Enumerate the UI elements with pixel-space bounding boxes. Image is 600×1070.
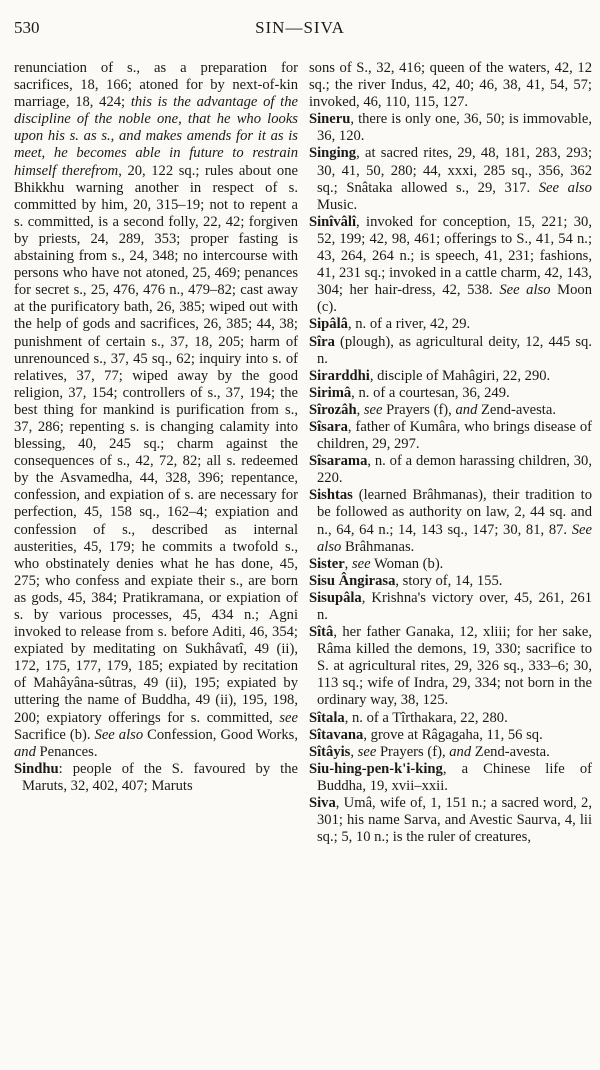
index-entry (309, 111, 592, 145)
entry-headword: Sineru (309, 111, 351, 128)
entry-headword: Sindhu (14, 760, 59, 777)
entry-text: , (344, 555, 352, 572)
entry-text: , disciple of Mahâgiri, 22, 290. (369, 367, 551, 384)
index-entry (309, 727, 592, 744)
entry-text: Prayers (f), (376, 743, 450, 760)
entry-headword: Sirimâ (309, 384, 352, 401)
entry-text: Prayers (f), (382, 401, 456, 418)
entry-headword: Sisu Ângirasa (309, 572, 396, 589)
entry-text: , n. of a river, 42, 29. (347, 316, 471, 333)
index-entry (309, 556, 592, 573)
entry-text: , at sacred rites, 29, 48, 181, 283, 293; 30, 41, 50, 280; 44, xxxi, 285 sq., 356, 362 sq.; Snâtaka allowed s., 29, 317. (317, 145, 592, 196)
italic-text: See also (317, 521, 592, 555)
entry-text: Moon (c). (317, 282, 592, 316)
entry-text: , Krishna's victory over, 45, 261, 261 n. (317, 589, 592, 623)
entry-text: , invoked for conception, 15, 221; 30, 52, 199; 42, 98, 461; offerings to S., 41, 54 n.; 43, 264, 264 n.; is speech, 41, 231; fashions, 41, 231 sq.; invoked in a cattle charm, 42, 143, 304; her hair-dress, 42, 538. (317, 213, 592, 299)
index-entry (309, 368, 592, 385)
entry-text: renunciation of s., as a preparation for sacrifices, 18, 166; atoned for by next-of-kin marriage, 18, 424; (14, 60, 298, 111)
entry-text: , grove at Râgagaha, 11, 56 sq. (363, 726, 543, 743)
entry-text: , father of Kumâra, who brings disease of children, 29, 297. (317, 418, 592, 453)
entry-headword: Sîrozâh (309, 401, 357, 418)
entry-text: , there is only one, 36, 50; is immovable, 36, 120. (317, 111, 592, 145)
entry-text: Sacrifice (b). (14, 726, 95, 743)
entry-text: , n. of a demon harassing children, 30, 220. (317, 453, 592, 487)
entry-text: Zend-avesta. (477, 401, 556, 418)
index-entry (309, 316, 592, 333)
entry-text: Penances. (35, 743, 98, 760)
entry-headword: Sipâlâ (309, 316, 348, 333)
italic-text: and (449, 743, 472, 760)
index-entry (309, 710, 592, 727)
entry-text: , (350, 743, 358, 760)
index-entry (309, 419, 592, 453)
entry-headword: Siva (309, 795, 336, 812)
entry-headword: Sîtâ (309, 624, 334, 641)
italic-text: See also (94, 726, 144, 743)
index-entry-continued (14, 60, 298, 761)
italic-text: see (357, 743, 377, 760)
page-number: 530 (14, 18, 40, 37)
entry-text: (plough), as agricultural deity, 12, 445 sq. n. (317, 333, 592, 367)
entry-headword: Sishtas (309, 487, 353, 504)
entry-text: , n. of a Tîrthakara, 22, 280. (344, 709, 508, 726)
entry-headword: Sîtâyis (309, 743, 351, 760)
entry-headword: Sîra (309, 333, 335, 350)
entry-headword: Sinîvâlî (309, 213, 357, 230)
entry-headword: Sîsara (309, 418, 348, 435)
index-entry (309, 573, 592, 590)
running-head: SIN—SIVA (255, 18, 345, 37)
entry-headword: Sîtavana (309, 726, 364, 743)
entry-text: , a Chinese life of Buddha, 19, xvii–xxii. (317, 760, 592, 794)
entry-headword: Siu-hing-pen-k'i-king (309, 760, 443, 777)
italic-text: see (351, 555, 371, 572)
entry-text: , Umâ, wife of, 1, 151 n.; a sacred word, 2, 301; his name Sarva, and Avestic Saurva, 4, lii sq.; 5, 10 n.; is the ruler of creatures, (317, 795, 592, 846)
index-entry (309, 402, 592, 419)
italic-text: and (455, 401, 478, 418)
index-entry (309, 624, 592, 709)
entry-text: (learned Brâhmanas), their tradition to be followed as authority on law, 2, 44 sq. and n., 64, 64 n.; 14, 143 sq., 147; 30, 81, 87. (317, 487, 592, 538)
entry-headword: Singing (309, 145, 357, 162)
italic-text: See also (538, 179, 592, 196)
entry-headword: Sisupâla (309, 589, 362, 606)
entry-text: , 20, 122 sq.; rules about one Bhikkhu warning another in respect of s. committed by him, 20, 315–19; not to repent a s. committed, is a second folly, 22, 42; forgiven by priests, 24, 289, 353; proper fasting is abstaining from s., 24, 348; no intercourse with persons who have not atoned, 25, 469; penances for secret s., 25, 476, 476 n., 479–82; cast away at the purificatory bath, 26, 385; wiped out with the help of gods and sacrifices, 26, 385; 44, 38; punishment of certain s., 37, 18, 205; harm of unrenounced s., 37, 45 sq., 62; inquiry into s. of relatives, 37, 77; wiped away by the good religion, 37, 154; controllers of s., 37, 194; the best thing for mankind is purification from s., 37, 286; repenting s. is changing calamity into blessing, 40, 245 sq.; charm against the consequences of s., 42, 72, 82; all s. redeemed by the Asvamedha, 44, 328, 396; repentance, confession, and expiation of s. are necessary for perfection, 45, 158 sq., 162–4; expiation and confession of s., described as internal austerities, 45, 179; he commits a twofold s., who obstinately denies what he has done, 45, 275; who confess and expiate their s., are born as gods, 45, 384; Pratikramana, or expiation of s. by various processes, 45, 434 n.; Agni invoked to release from s. before Aditi, 46, 354; expiated by meditating on Sukhâvatî, 49 (ii), 172, 175, 177, 179, 185; expiated by recitation of Mahâyâna-sûtras, 49 (ii), 195; expiated by uttering the name of Buddha, 49 (ii), 195, 198, 200; expiatory offerings for s. committed, (14, 162, 298, 726)
italic-text: See also (499, 282, 551, 299)
italic-text: this is the advantage of the discipline of the noble one, that he who looks upon his s. as s., and makes amends for it as is meet, he becomes able in future to restrain himself therefrom (14, 94, 298, 179)
index-entry (309, 761, 592, 795)
italic-text: see (363, 401, 383, 418)
left-column (14, 60, 298, 1066)
index-entry (14, 761, 298, 795)
index-entry (309, 590, 592, 624)
entry-text: : people of the S. favoured by the Maruts, 32, 402, 407; Maruts (22, 760, 298, 794)
index-columns (14, 60, 592, 1066)
entry-headword: Sîsarama (309, 453, 368, 470)
index-entry (309, 795, 592, 846)
entry-text: , her father Ganaka, 12, xliii; for her sake, Râma killed the demons, 19, 330; sacrifice to S. at agricultural rites, 29, 326 sq., 333–6; 30, 113 sq.; wife of Indra, 29, 334; not born in the ordinary way, 38, 125. (317, 624, 592, 709)
entry-headword: Sister (309, 555, 345, 572)
entry-text: Woman (b). (370, 555, 444, 572)
index-entry (309, 145, 592, 213)
entry-text: Confession, Good Works, (143, 726, 298, 743)
entry-text: , n. of a courtesan, 36, 249. (351, 384, 510, 401)
index-entry (309, 453, 592, 487)
index-entry (309, 385, 592, 402)
right-column (309, 60, 592, 1066)
index-entry (309, 334, 592, 368)
entry-headword: Sirarddhi (309, 367, 370, 384)
entry-text: , (356, 401, 364, 418)
entry-headword: Sîtala (309, 709, 345, 726)
entry-text: Brâhmanas. (341, 538, 415, 555)
index-entry-continued (309, 60, 592, 111)
index-entry (309, 744, 592, 761)
entry-text: , story of, 14, 155. (395, 572, 503, 589)
page-header (14, 18, 586, 40)
italic-text: and (14, 743, 36, 760)
index-entry (309, 214, 592, 317)
italic-text: see (279, 709, 298, 726)
index-entry (309, 487, 592, 555)
entry-text: Zend-avesta. (471, 743, 550, 760)
entry-text: Music. (317, 196, 358, 213)
entry-text: sons of S., 32, 416; queen of the waters, 42, 12 sq.; the river Indus, 42, 40; 46, 38, 41, 54, 57; invoked, 46, 110, 115, 127. (309, 60, 592, 111)
